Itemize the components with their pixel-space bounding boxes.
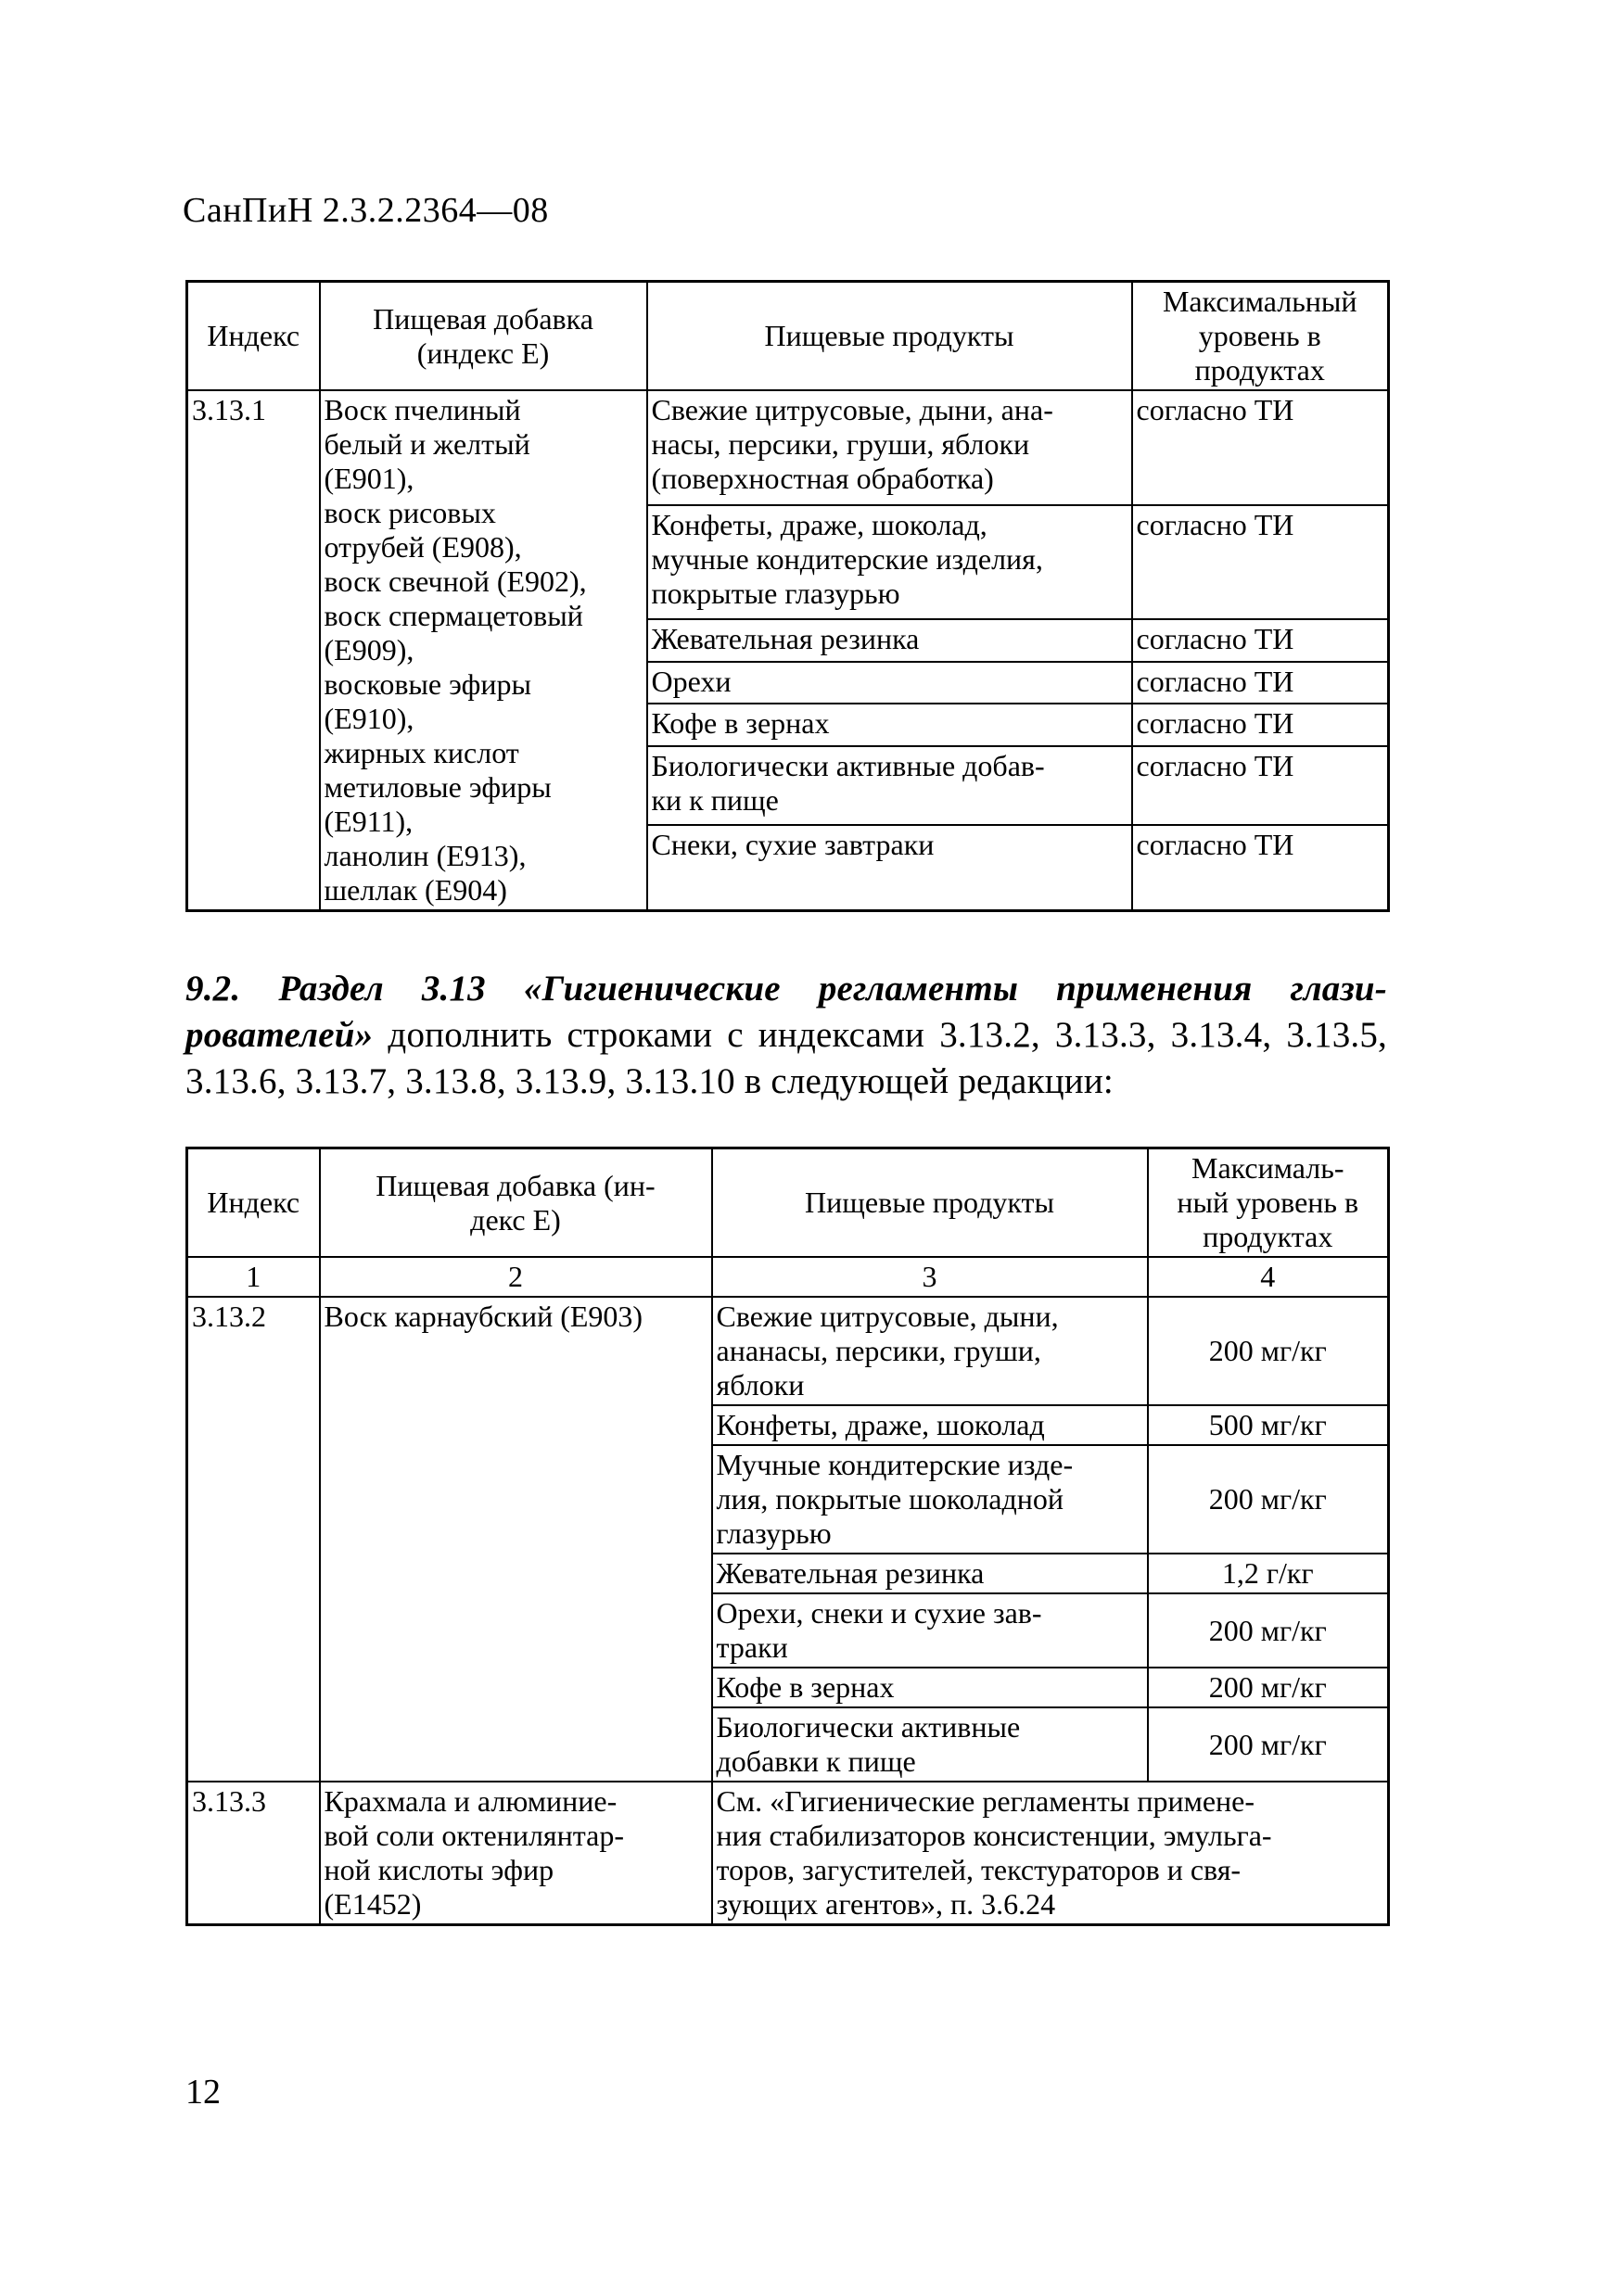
level-cell: согласно ТИ <box>1132 390 1389 505</box>
document-header: СанПиН 2.3.2.2364—08 <box>183 191 549 230</box>
section-paragraph <box>185 966 1387 1105</box>
level-cell: 200 мг/кг <box>1148 1668 1389 1707</box>
level-cell: согласно ТИ <box>1132 619 1389 661</box>
product-cell: Конфеты, драже, шоколад <box>712 1405 1148 1445</box>
table-row <box>187 390 1389 505</box>
header-additive: Пищевая добавка (ин- декс Е) <box>320 1148 712 1258</box>
product-cell: Орехи <box>647 662 1132 704</box>
level-cell: 200 мг/кг <box>1148 1297 1389 1405</box>
level-cell: 200 мг/кг <box>1148 1593 1389 1668</box>
level-cell: 200 мг/кг <box>1148 1707 1389 1782</box>
product-cell: Жевательная резинка <box>712 1554 1148 1593</box>
product-cell: Кофе в зернах <box>712 1668 1148 1707</box>
product-cell: Жевательная резинка <box>647 619 1132 661</box>
table-header-row <box>187 282 1389 391</box>
column-number: 1 <box>187 1257 320 1297</box>
level-cell: согласно ТИ <box>1132 662 1389 704</box>
level-cell: согласно ТИ <box>1132 825 1389 911</box>
product-cell: Биологически активные добавки к пище <box>712 1707 1148 1782</box>
reference-note-cell: См. «Гигиенические регламенты примене- ния стабилизаторов консистенции, эмульга- торов, загустителей, текстураторов и свя- зующих агентов», п. 3.6.24 <box>712 1782 1389 1925</box>
header-index: Индекс <box>187 282 320 391</box>
product-cell: Мучные кондитерские изде- лия, покрытые шоколадной глазурью <box>712 1445 1148 1554</box>
header-index: Индекс <box>187 1148 320 1258</box>
column-number: 3 <box>712 1257 1148 1297</box>
product-cell: Конфеты, драже, шоколад, мучные кондитерские изделия, покрытые глазурью <box>647 505 1132 620</box>
level-cell: согласно ТИ <box>1132 746 1389 825</box>
product-cell: Свежие цитрусовые, дыни, ана- насы, персики, груши, яблоки (поверхностная обработка) <box>647 390 1132 505</box>
additives-table-2 <box>185 1147 1390 1926</box>
section-title: 9.2. Раздел 3.13 «Гигиенические регламенты применения глази- рователей» <box>185 969 1387 1055</box>
page-number: 12 <box>185 2073 221 2112</box>
table-header-row <box>187 1148 1389 1258</box>
index-cell: 3.13.3 <box>187 1782 320 1925</box>
product-cell: Орехи, снеки и сухие зав- траки <box>712 1593 1148 1668</box>
header-max-level: Максимальный уровень в продуктах <box>1132 282 1389 391</box>
header-additive: Пищевая добавка (индекс Е) <box>320 282 647 391</box>
level-cell: согласно ТИ <box>1132 704 1389 745</box>
product-cell: Снеки, сухие завтраки <box>647 825 1132 911</box>
column-number: 4 <box>1148 1257 1389 1297</box>
header-products: Пищевые продукты <box>647 282 1132 391</box>
table-row <box>187 1782 1389 1925</box>
column-number-row <box>187 1257 1389 1297</box>
level-cell: согласно ТИ <box>1132 505 1389 620</box>
additive-cell: Крахмала и алюминие- вой соли октенилянтар- ной кислоты эфир (Е1452) <box>320 1782 712 1925</box>
header-products: Пищевые продукты <box>712 1148 1148 1258</box>
product-cell: Биологически активные добав- ки к пище <box>647 746 1132 825</box>
product-cell: Кофе в зернах <box>647 704 1132 745</box>
product-cell: Свежие цитрусовые, дыни, ананасы, персики, груши, яблоки <box>712 1297 1148 1405</box>
additives-table-1 <box>185 280 1390 912</box>
level-cell: 500 мг/кг <box>1148 1405 1389 1445</box>
level-cell: 1,2 г/кг <box>1148 1554 1389 1593</box>
section-text: дополнить строками с индексами 3.13.2, 3.13.3, 3.13.4, 3.13.5, 3.13.6, 3.13.7, 3.13.8, 3.13.9, 3.13.10 в следующей редакции: <box>185 1015 1387 1101</box>
index-cell: 3.13.1 <box>187 390 320 911</box>
index-cell: 3.13.2 <box>187 1297 320 1782</box>
level-cell: 200 мг/кг <box>1148 1445 1389 1554</box>
additive-cell: Воск карнаубский (Е903) <box>320 1297 712 1782</box>
additive-cell: Воск пчелиный белый и желтый (Е901), воск рисовых отрубей (Е908), воск свечной (Е902), воск спермацетовый (Е909), восковые эфиры (Е910), жирных кислот метиловые эфиры (Е911), ланолин (Е913), шеллак (Е904) <box>320 390 647 911</box>
column-number: 2 <box>320 1257 712 1297</box>
table-row <box>187 1297 1389 1405</box>
header-max-level: Максималь- ный уровень в продуктах <box>1148 1148 1389 1258</box>
